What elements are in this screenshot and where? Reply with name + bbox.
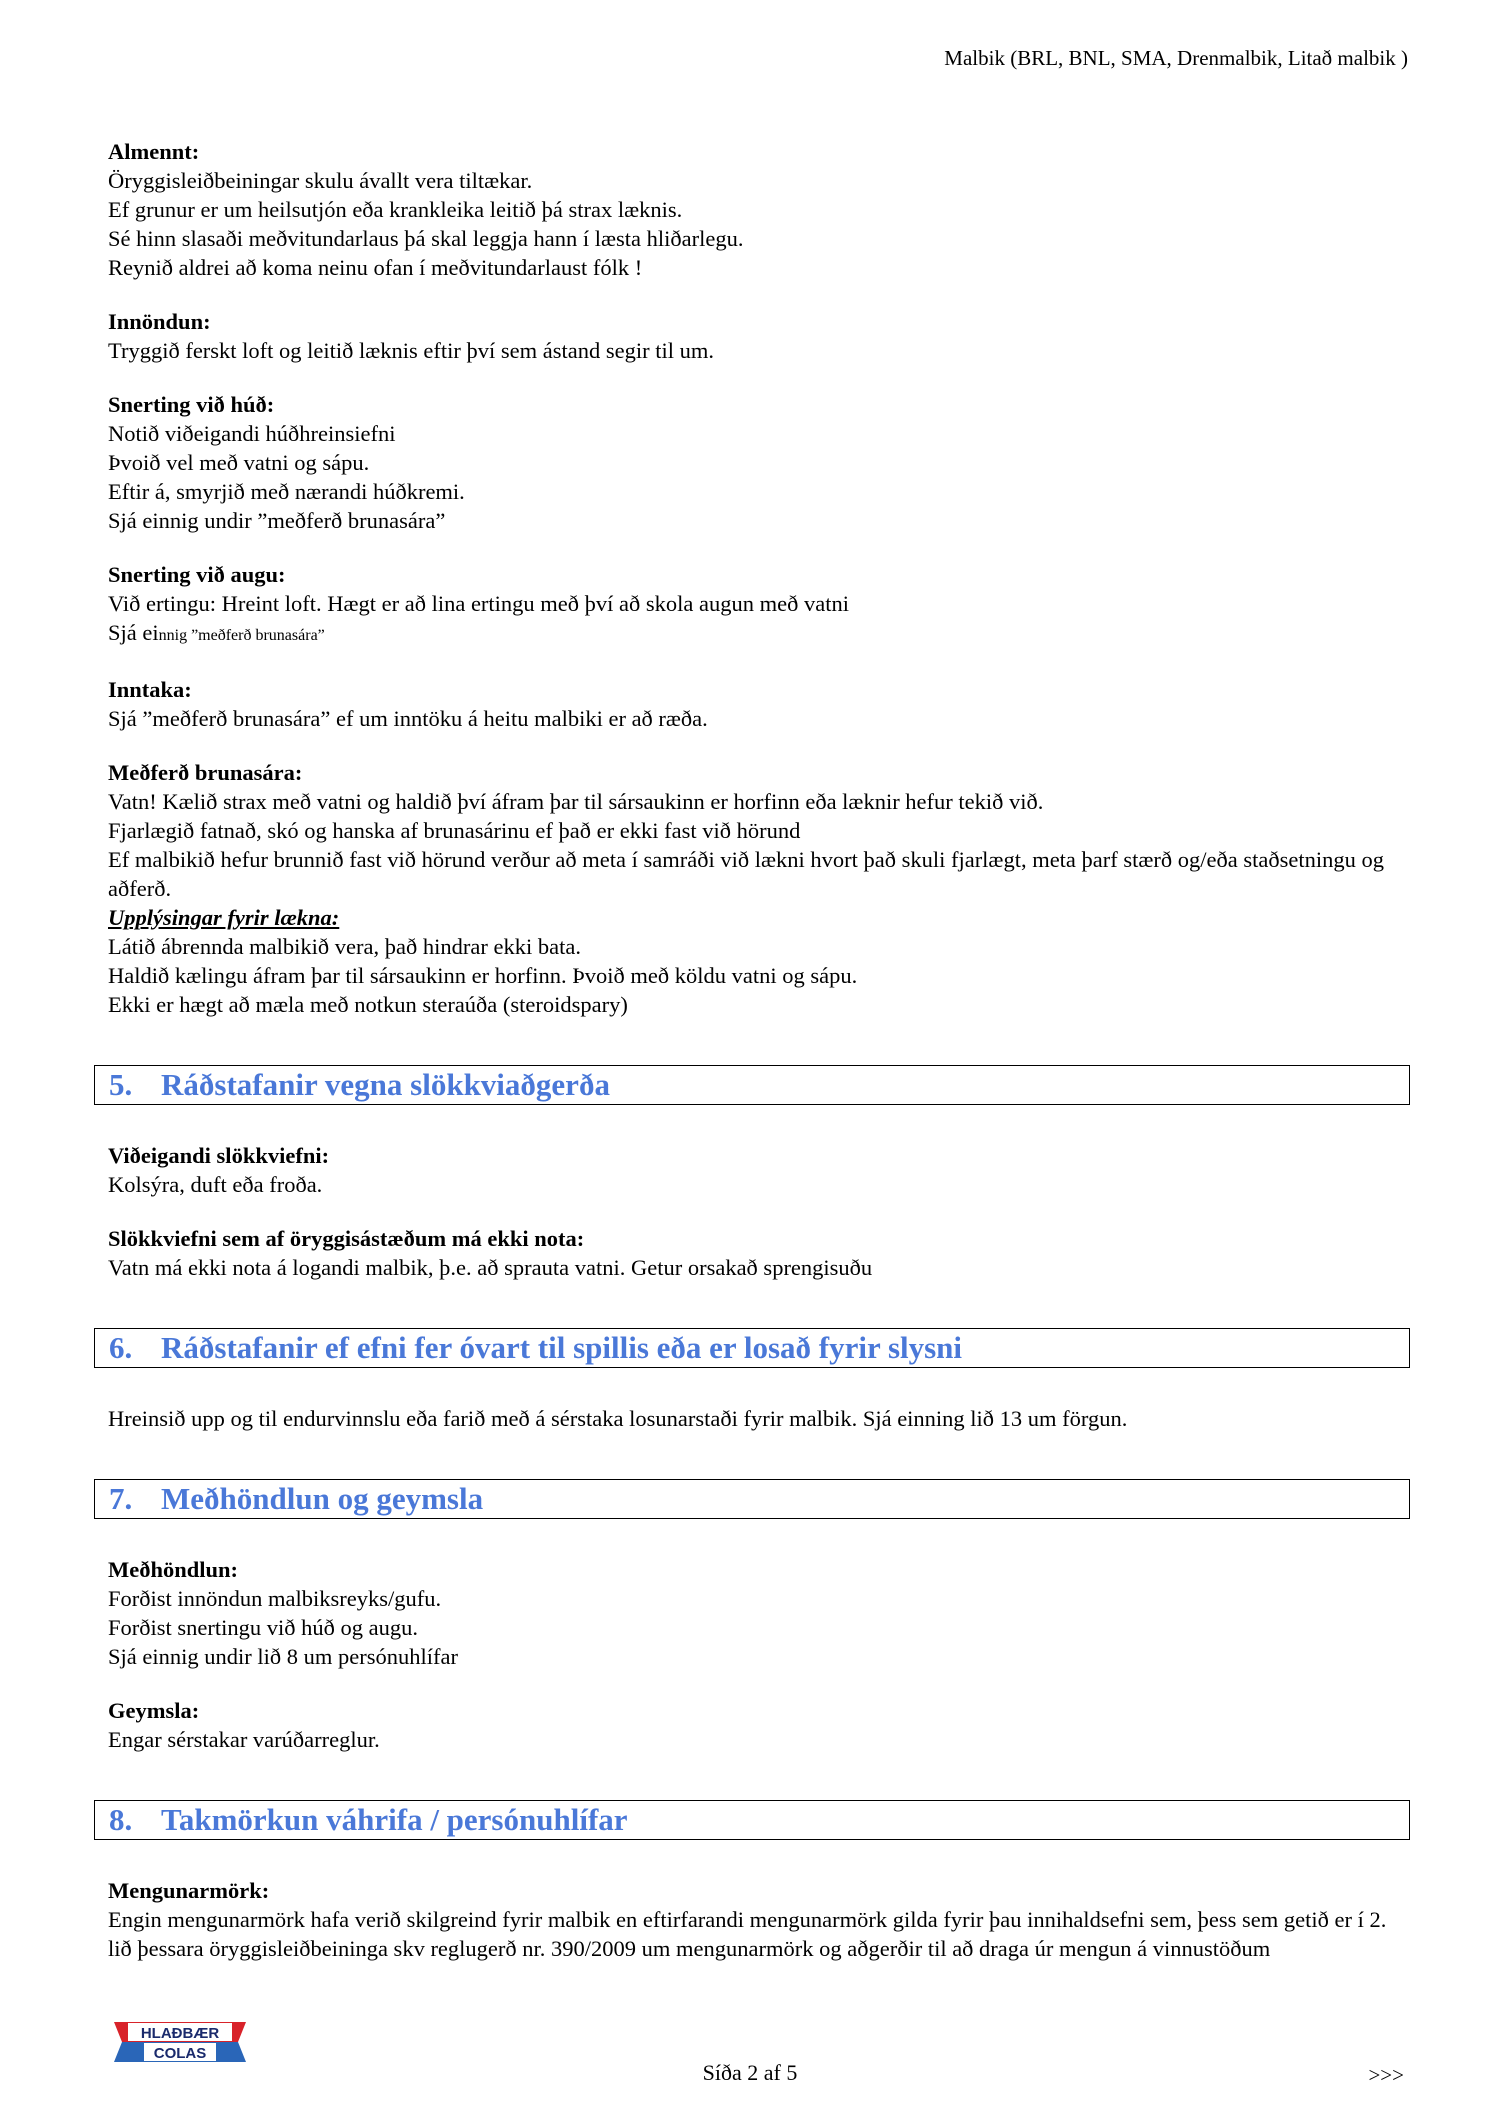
- section-8-body: [108, 1876, 1398, 1963]
- burns-lines: [108, 787, 1398, 903]
- logo-text-top: HLAÐBÆR: [140, 2025, 220, 2042]
- block-title: Inntaka:: [108, 677, 192, 702]
- section-title: Ráðstafanir ef efni fer óvart til spillis eða er losað fyrir slysni: [161, 1330, 963, 1365]
- block-line: Kolsýra, duft eða froða.: [108, 1172, 323, 1197]
- block-title: Meðhöndlun:: [108, 1557, 239, 1582]
- block-line: Vatn! Kælið strax með vatni og haldið því áfram þar til sársaukinn er horfinn eða læknir hefur tekið við.: [108, 789, 1044, 814]
- eyes-block: [108, 560, 1398, 650]
- section-title: Meðhöndlun og geymsla: [161, 1481, 484, 1516]
- text-block: [108, 1141, 1398, 1199]
- section-text: Hreinsið upp og til endurvinnslu eða farið með á sérstaka losunarstaði fyrir malbik. Sjá einning lið 13 um förgun.: [108, 1406, 1128, 1431]
- block-line: Ef grunur er um heilsutjón eða krankleika leitið þá strax læknis.: [108, 197, 683, 222]
- section-5-heading: [94, 1065, 1410, 1105]
- block-title: Meðferð brunasára:: [108, 760, 303, 785]
- text-block: [108, 1876, 1398, 1963]
- block-line: Ef malbikið hefur brunnið fast við hörund verður að meta í samráði við lækni hvort það skuli fjarlægt, meta þarf stærð og/eða staðsetningu og aðferð.: [108, 847, 1384, 901]
- block-line: Tryggið ferskt loft og leitið læknis eftir því sem ástand segir til um.: [108, 338, 714, 363]
- block-line: Sjá einnig undir ”meðferð brunasára”: [108, 508, 446, 533]
- mixed-size-text: Sjá ei: [108, 620, 159, 645]
- block-line: Sé hinn slasaði meðvitundarlaus þá skal leggja hann í læsta hliðarlegu.: [108, 226, 744, 251]
- text-block: [108, 390, 1398, 535]
- block-title: Slökkviefni sem af öryggisástæðum má ekki nota:: [108, 1226, 585, 1251]
- block-line: Öryggisleiðbeiningar skulu ávallt vera tiltækar.: [108, 168, 533, 193]
- section-8-heading: [94, 1800, 1410, 1840]
- section-number: 8.: [109, 1802, 133, 1837]
- page-number: Síða 2 af 5: [702, 2060, 798, 2085]
- text-block: [108, 1696, 1398, 1754]
- section-7-body: [108, 1555, 1398, 1754]
- block-title: Snerting við augu:: [108, 562, 286, 587]
- block-line: Við ertingu: Hreint loft. Hægt er að lina ertingu með því að skola augun með vatni: [108, 591, 849, 616]
- block-line: Engin mengunarmörk hafa verið skilgreind fyrir malbik en eftirfarandi mengunarmörk gilda fyrir þau innihaldsefni sem, þess sem getið er í 2. lið þessara öryggisleiðbeininga skv reglugerð nr. 390/2009 um mengunarmörk og aðgerðir til að draga úr mengun á vinnustöðum: [108, 1907, 1387, 1961]
- block-line: Látið ábrennda malbikið vera, það hindrar ekki bata.: [108, 934, 581, 959]
- text-block: [108, 307, 1398, 365]
- block-title: Mengunarmörk:: [108, 1878, 270, 1903]
- content: [108, 137, 1398, 1988]
- section-number: 5.: [109, 1067, 133, 1102]
- section-5-body: [108, 1141, 1398, 1282]
- text-block: [108, 1555, 1398, 1671]
- block-title: Snerting við húð:: [108, 392, 275, 417]
- first-aid-blocks: [108, 137, 1398, 535]
- block-title: Almennt:: [108, 139, 200, 164]
- doctor-lines: [108, 932, 1398, 1019]
- block-line: Haldið kælingu áfram þar til sársaukinn er horfinn. Þvoið með köldu vatni og sápu.: [108, 963, 858, 988]
- block-line: Sjá ”meðferð brunasára” ef um inntöku á heitu malbiki er að ræða.: [108, 706, 708, 731]
- ingestion-blocks: [108, 675, 1398, 733]
- block-line: Forðist innöndun malbiksreyks/gufu.: [108, 1586, 442, 1611]
- block-title: Geymsla:: [108, 1698, 200, 1723]
- next-page-indicator: >>>: [1368, 2063, 1404, 2087]
- block-line: Vatn má ekki nota á logandi malbik, þ.e. að sprauta vatni. Getur orsakað sprengisuðu: [108, 1255, 873, 1280]
- section-6-heading: [94, 1328, 1410, 1368]
- block-line: Þvoið vel með vatni og sápu.: [108, 450, 370, 475]
- section-title: Takmörkun váhrifa / persónuhlífar: [161, 1802, 628, 1837]
- text-block: [108, 1224, 1398, 1282]
- logo-text-bottom: COLAS: [153, 2045, 207, 2062]
- text-block: [108, 675, 1398, 733]
- block-line: Notið viðeigandi húðhreinsiefni: [108, 421, 396, 446]
- block-line: [108, 618, 1398, 650]
- hladbaer-colas-logo: [114, 2020, 246, 2064]
- block-title: Innöndun:: [108, 309, 211, 334]
- section-7-heading: [94, 1479, 1410, 1519]
- document-header: Malbik (BRL, BNL, SMA, Drenmalbik, Litað malbik ): [944, 46, 1408, 70]
- section-number: 7.: [109, 1481, 133, 1516]
- block-line: Ekki er hægt að mæla með notkun steraúða (steroidspary): [108, 992, 628, 1017]
- block-line: Eftir á, smyrjið með nærandi húðkremi.: [108, 479, 465, 504]
- text-block: [108, 137, 1398, 282]
- block-title: Viðeigandi slökkviefni:: [108, 1143, 330, 1168]
- section-6-body: [108, 1404, 1398, 1433]
- burns-block: [108, 758, 1398, 1019]
- small-text: nnig ”meðferð brunasára”: [158, 627, 325, 644]
- section-title: Ráðstafanir vegna slökkviaðgerða: [161, 1067, 610, 1102]
- doctor-heading: Upplýsingar fyrir lækna:: [108, 905, 340, 930]
- block-line: Forðist snertingu við húð og augu.: [108, 1615, 418, 1640]
- block-line: Engar sérstakar varúðarreglur.: [108, 1727, 380, 1752]
- section-number: 6.: [109, 1330, 133, 1365]
- block-line: Reynið aldrei að koma neinu ofan í meðvitundarlaust fólk !: [108, 255, 643, 280]
- block-line: Sjá einnig undir lið 8 um persónuhlífar: [108, 1644, 458, 1669]
- block-line: Fjarlægið fatnað, skó og hanska af brunasárinu ef það er ekki fast við hörund: [108, 818, 801, 843]
